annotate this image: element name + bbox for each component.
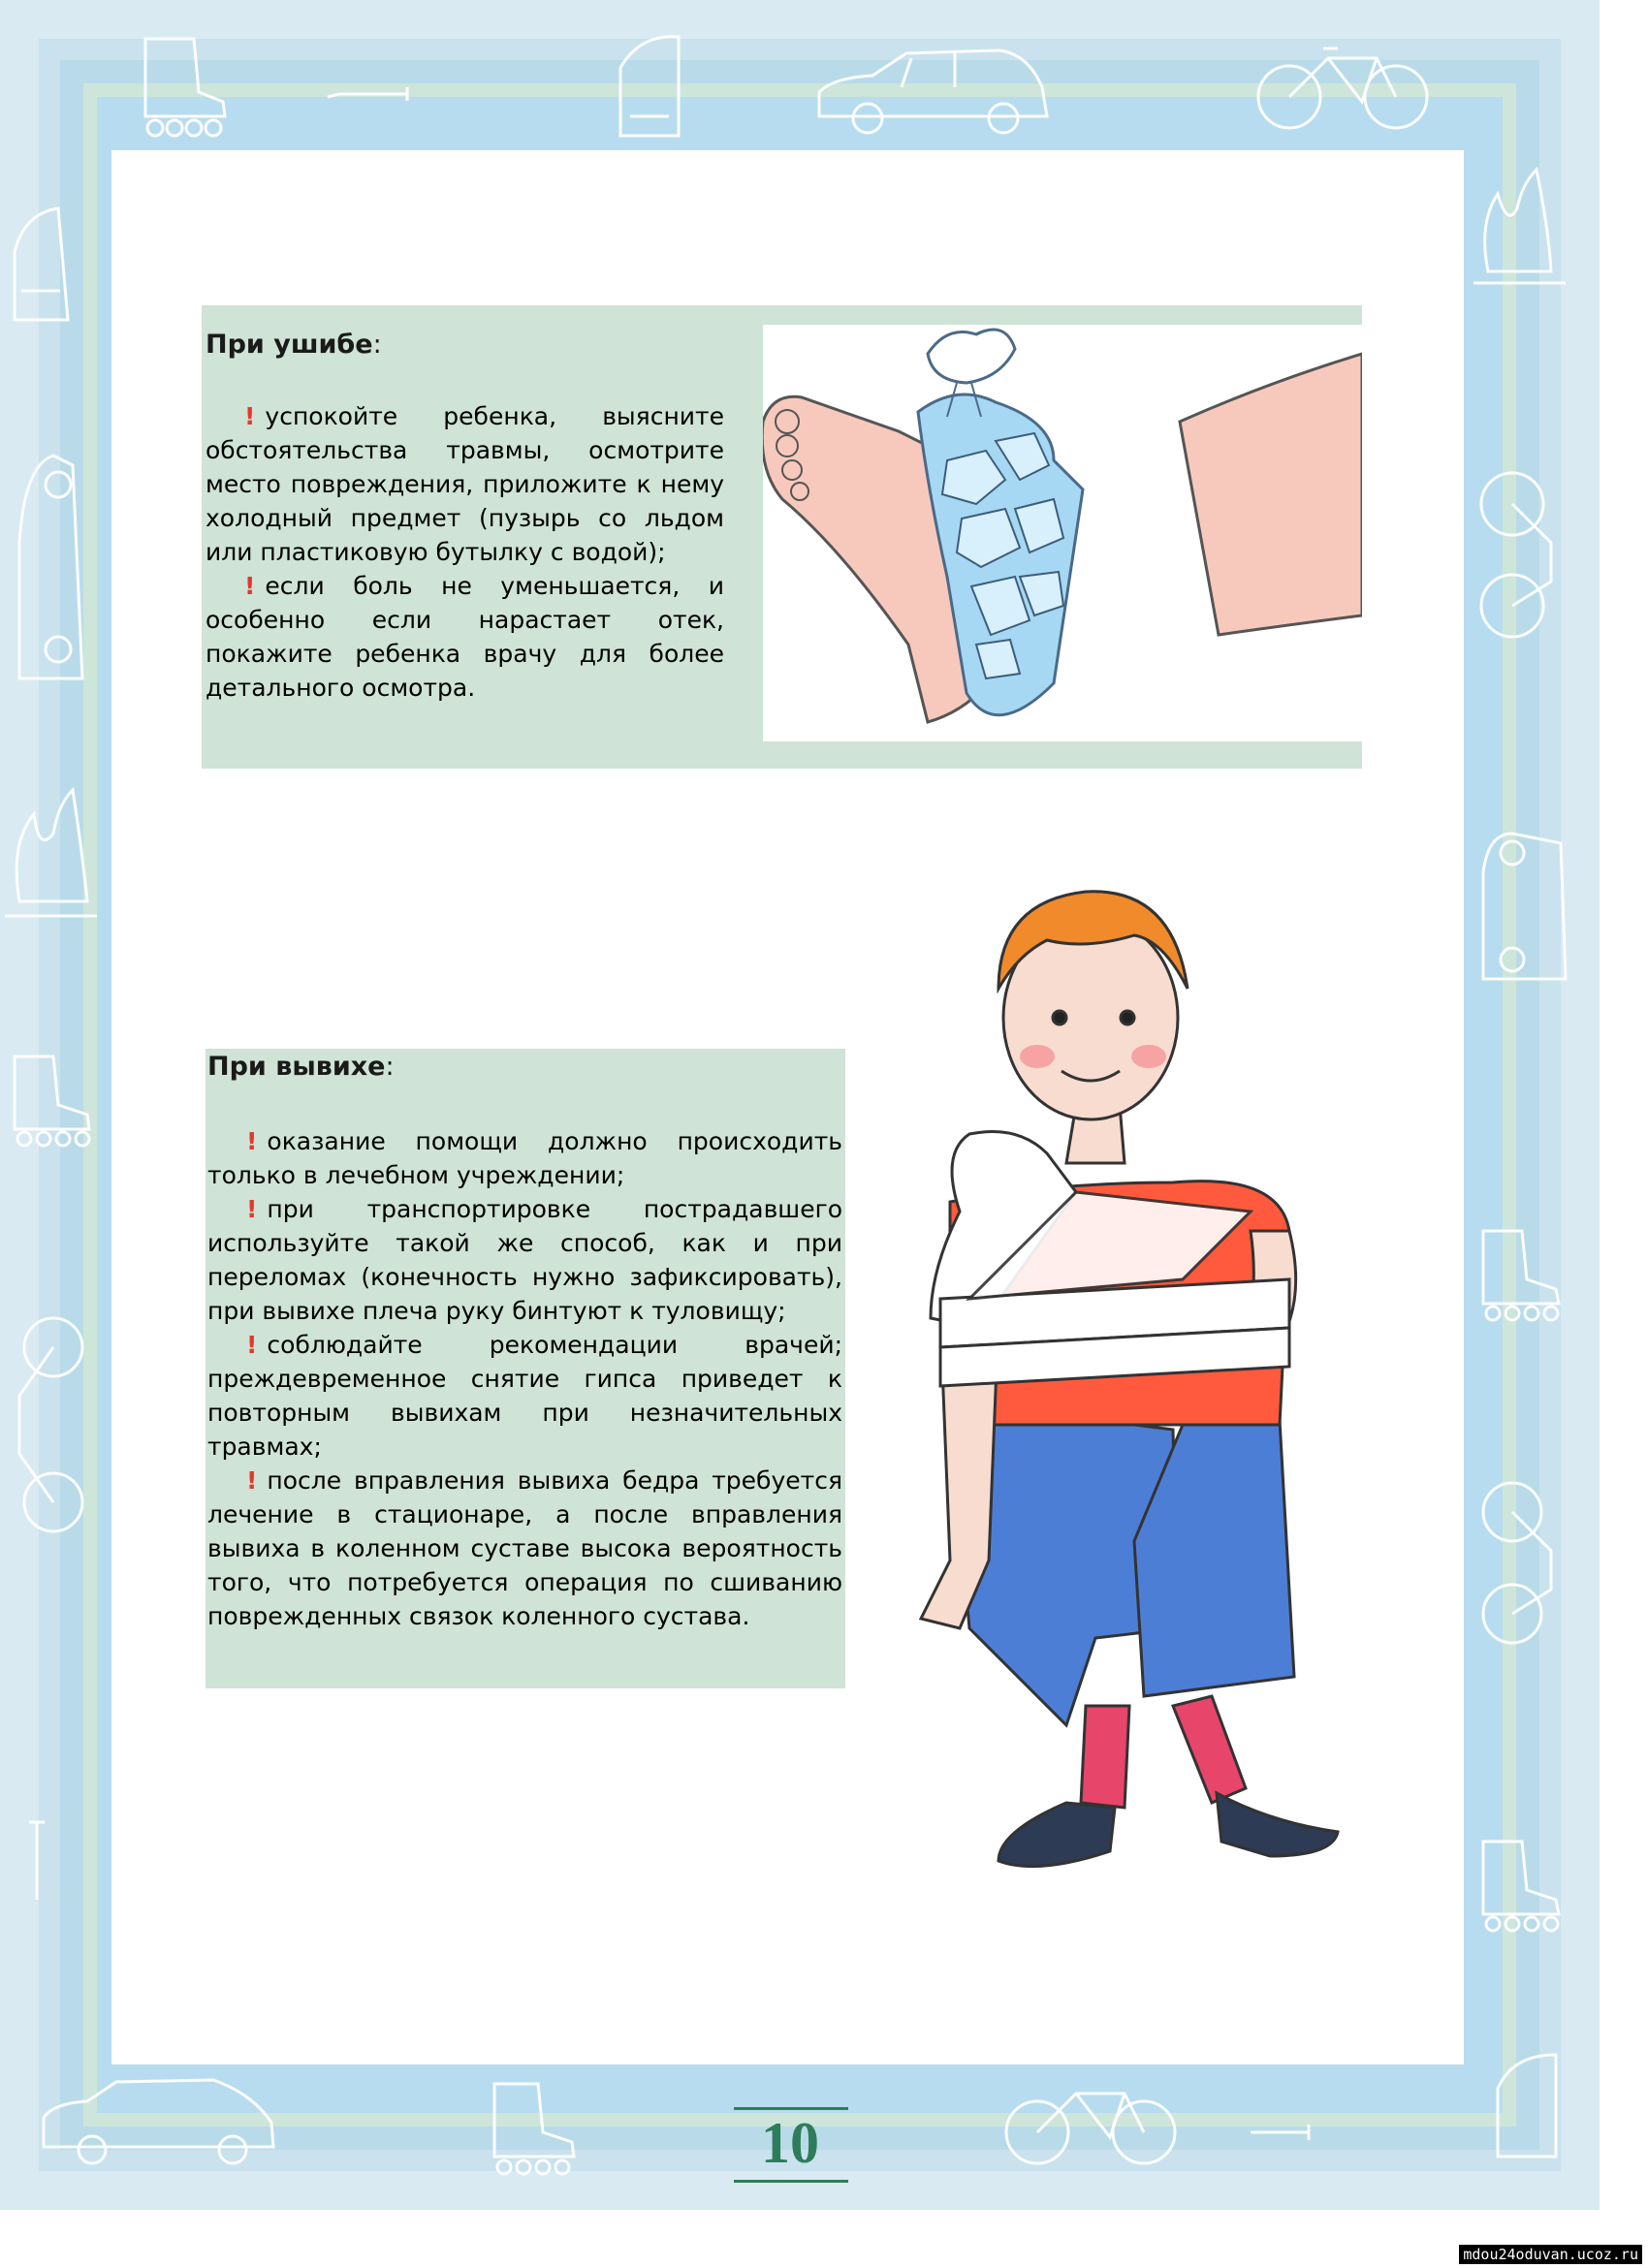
inline-skate-icon [145, 39, 225, 136]
item-text: после вправления вывиха бедра требуется лечение в стационаре, а после вправления вывиха в коленном суставе высока вероятность того, что потребуется операция по сшиванию поврежденных связок коленного сустава. [207, 1466, 842, 1630]
inline-skate-icon [494, 2084, 574, 2174]
item-text: при транспортировке пострадавшего используйте такой же способ, как и при переломах (конечность нужно зафиксировать), при вывихе плеча руку бинтуют к туловищу; [207, 1195, 842, 1325]
nail-icon [328, 87, 407, 101]
heading-text: При вывихе [207, 1052, 386, 1082]
fire-icon [5, 790, 97, 916]
car-icon [44, 2080, 273, 2163]
car-icon [19, 456, 82, 678]
list-item [207, 1192, 842, 1328]
car-icon [819, 50, 1047, 133]
inline-skate-icon [1483, 1231, 1559, 1320]
bicycle-icon [1006, 2094, 1175, 2163]
watermark: mdou24oduvan.ucoz.ru [1459, 2245, 1642, 2264]
foot-ice-pack-icon [763, 325, 1362, 741]
section-text-bruise [206, 399, 724, 705]
heading-text: При ушибе [206, 330, 373, 360]
item-text: оказание помощи должно происходить только в лечебном учреждении; [207, 1127, 842, 1189]
list-item [207, 1464, 842, 1633]
nail-icon [1251, 2125, 1309, 2140]
ice-bag-illustration [763, 325, 1362, 741]
section-text-dislocation [207, 1124, 842, 1633]
page-number: 10 [761, 2111, 819, 2175]
exclamation-icon: ! [244, 572, 256, 600]
exclamation-icon: ! [244, 402, 256, 430]
section-heading [207, 1052, 395, 1082]
inline-skate-icon [1483, 1842, 1559, 1931]
item-text: если боль не уменьшается, и особенно если нарастает отек, покажите ребенка врачу для более детального осмотра. [206, 572, 724, 702]
bicycle-icon [1483, 1483, 1551, 1643]
list-item [206, 399, 724, 569]
list-item [207, 1124, 842, 1192]
car-icon [1483, 834, 1566, 979]
exclamation-icon: ! [246, 1195, 258, 1223]
item-text: соблюдайте рекомендации врачей; преждевременное снятие гипса приведет к повторным вывихам при незначительных травмах; [207, 1331, 842, 1461]
inline-skate-icon [15, 1056, 89, 1146]
section-heading [206, 330, 382, 360]
exclamation-icon: ! [246, 1331, 258, 1359]
iron-icon [1498, 2055, 1556, 2157]
fire-icon [1474, 170, 1566, 283]
heading-colon: : [385, 1052, 395, 1082]
exclamation-icon: ! [246, 1466, 258, 1495]
nail-icon [29, 1822, 45, 1900]
bicycle-icon [1481, 473, 1551, 637]
page-number-rule [734, 2180, 848, 2183]
list-item [206, 569, 724, 705]
heading-colon: : [372, 330, 382, 360]
bicycle-icon [19, 1318, 82, 1531]
iron-icon [620, 37, 679, 136]
exclamation-icon: ! [246, 1127, 258, 1155]
bicycle-icon [1258, 48, 1427, 128]
page-number-rule [734, 2107, 848, 2110]
iron-icon [15, 208, 68, 320]
list-item [207, 1328, 842, 1464]
item-text: успокойте ребенка, выясните обстоятельства травмы, осмотрите место повреждения, приложите к нему холодный предмет (пузырь со льдом или пластиковую бутылку с водой); [206, 402, 724, 566]
boy-illustration [853, 863, 1377, 1929]
